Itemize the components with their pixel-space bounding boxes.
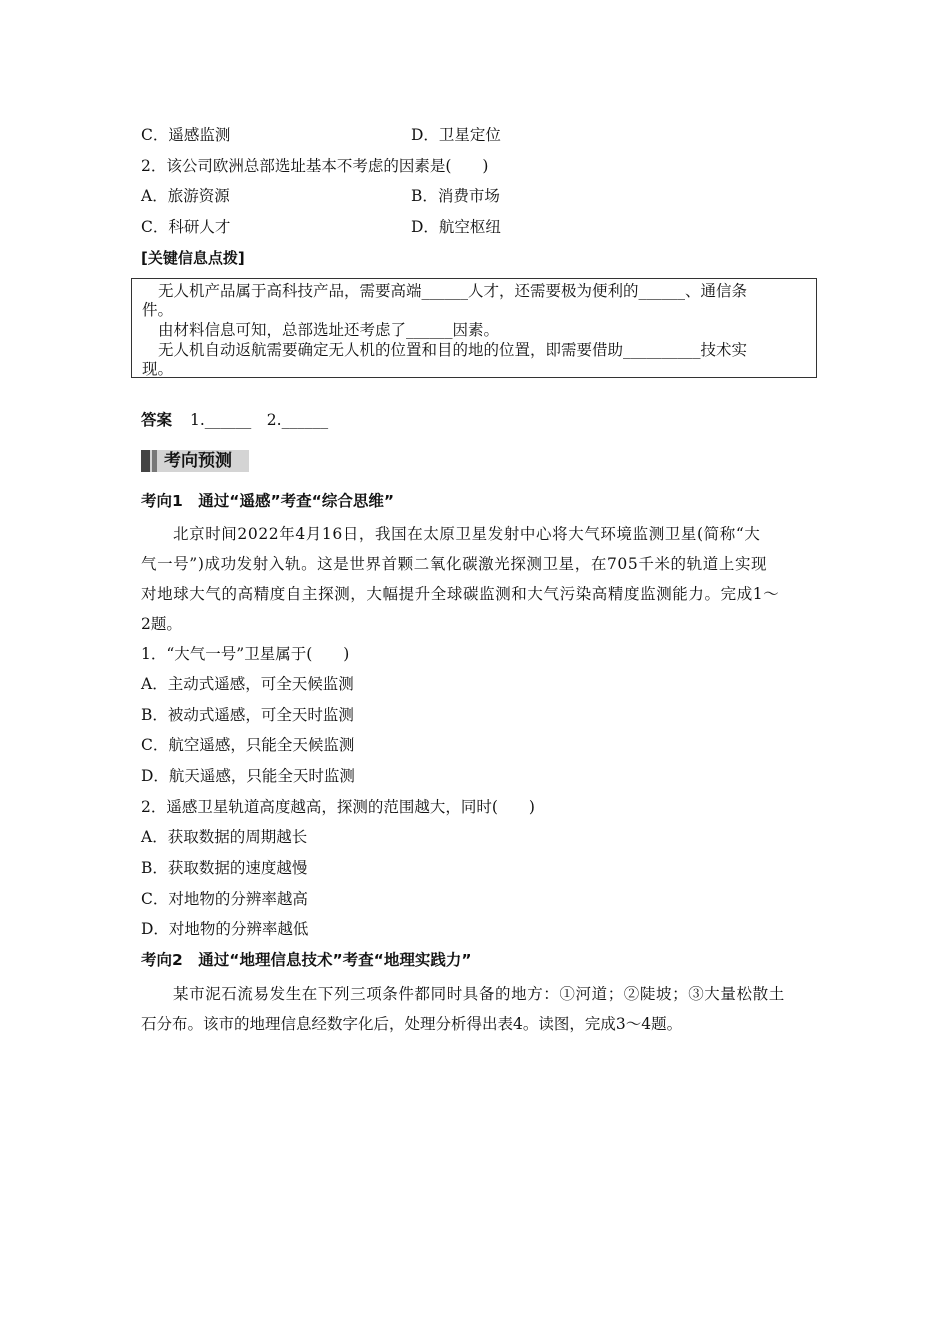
key-info-heading: [关键信息点拨] <box>141 249 245 267</box>
d1-q1-option-a: A．主动式遥感，可全天候监测 <box>141 675 354 693</box>
key-info-line-3: 无人机自动返航需要确定无人机的位置和目的地的位置，即需要借助__________技术实 <box>158 341 748 359</box>
d1-q2-option-c: C．对地物的分辨率越高 <box>141 890 308 908</box>
section-header-marker-2 <box>152 450 157 472</box>
q2-option-d: D．航空枢纽 <box>411 218 501 236</box>
direction-1-para-line-2: 气一号”)成功发射入轨。这是世界首颗二氧化碳激光探测卫星，在705千米的轨道上实现 <box>141 555 768 573</box>
key-info-line-2: 由材料信息可知，总部选址还考虑了______因素。 <box>158 321 500 339</box>
d1-q1-option-b: B．被动式遥感，可全天时监测 <box>141 706 354 724</box>
answer-blanks: 1.______ 2.______ <box>190 411 329 429</box>
option-c: C．遥感监测 <box>141 126 231 144</box>
d1-q2-option-d: D．对地物的分辨率越低 <box>141 920 309 938</box>
direction-1-title: 考向1 通过“遥感”考查“综合思维” <box>141 492 395 510</box>
d1-q1-option-c: C．航空遥感，只能全天候监测 <box>141 736 355 754</box>
key-info-line-1: 无人机产品属于高科技产品，需要高端______人才，还需要极为便利的______、通信条 <box>158 282 748 300</box>
key-info-line-1-cont: 件。 <box>142 301 174 319</box>
key-info-line-3-cont: 现。 <box>142 360 174 378</box>
section-title: 考向预测 <box>164 451 232 471</box>
q2-option-c: C．科研人才 <box>141 218 231 236</box>
direction-2-para-line-2: 石分布。该市的地理信息经数字化后，处理分析得出表4。读图，完成3～4题。 <box>141 1015 683 1033</box>
answer-label: 答案 <box>141 411 173 429</box>
section-header-marker <box>141 450 150 472</box>
d1-question-2-stem: 2．遥感卫星轨道高度越高，探测的范围越大，同时( ) <box>141 798 535 816</box>
key-info-box <box>131 278 817 378</box>
direction-1-para-line-1: 北京时间2022年4月16日，我国在太原卫星发射中心将大气环境监测卫星(简称“大 <box>173 525 761 543</box>
direction-2-para-line-1: 某市泥石流易发生在下列三项条件都同时具备的地方：①河道；②陡坡；③大量松散土 <box>173 985 785 1003</box>
q2-option-b: B．消费市场 <box>411 187 500 205</box>
d1-q2-option-a: A．获取数据的周期越长 <box>141 828 308 846</box>
option-d: D．卫星定位 <box>411 126 501 144</box>
direction-1-para-line-3: 对地球大气的高精度自主探测，大幅提升全球碳监测和大气污染高精度监测能力。完成1～ <box>141 585 780 603</box>
d1-q1-option-d: D．航天遥感，只能全天时监测 <box>141 767 355 785</box>
d1-question-1-stem: 1．“大气一号”卫星属于( ) <box>141 645 350 663</box>
direction-2-title: 考向2 通过“地理信息技术”考查“地理实践力” <box>141 951 472 969</box>
q2-option-a: A．旅游资源 <box>141 187 230 205</box>
d1-q2-option-b: B．获取数据的速度越慢 <box>141 859 308 877</box>
direction-1-para-line-4: 2题。 <box>141 615 182 633</box>
question-2-stem: 2．该公司欧洲总部选址基本不考虑的因素是( ) <box>141 157 489 175</box>
